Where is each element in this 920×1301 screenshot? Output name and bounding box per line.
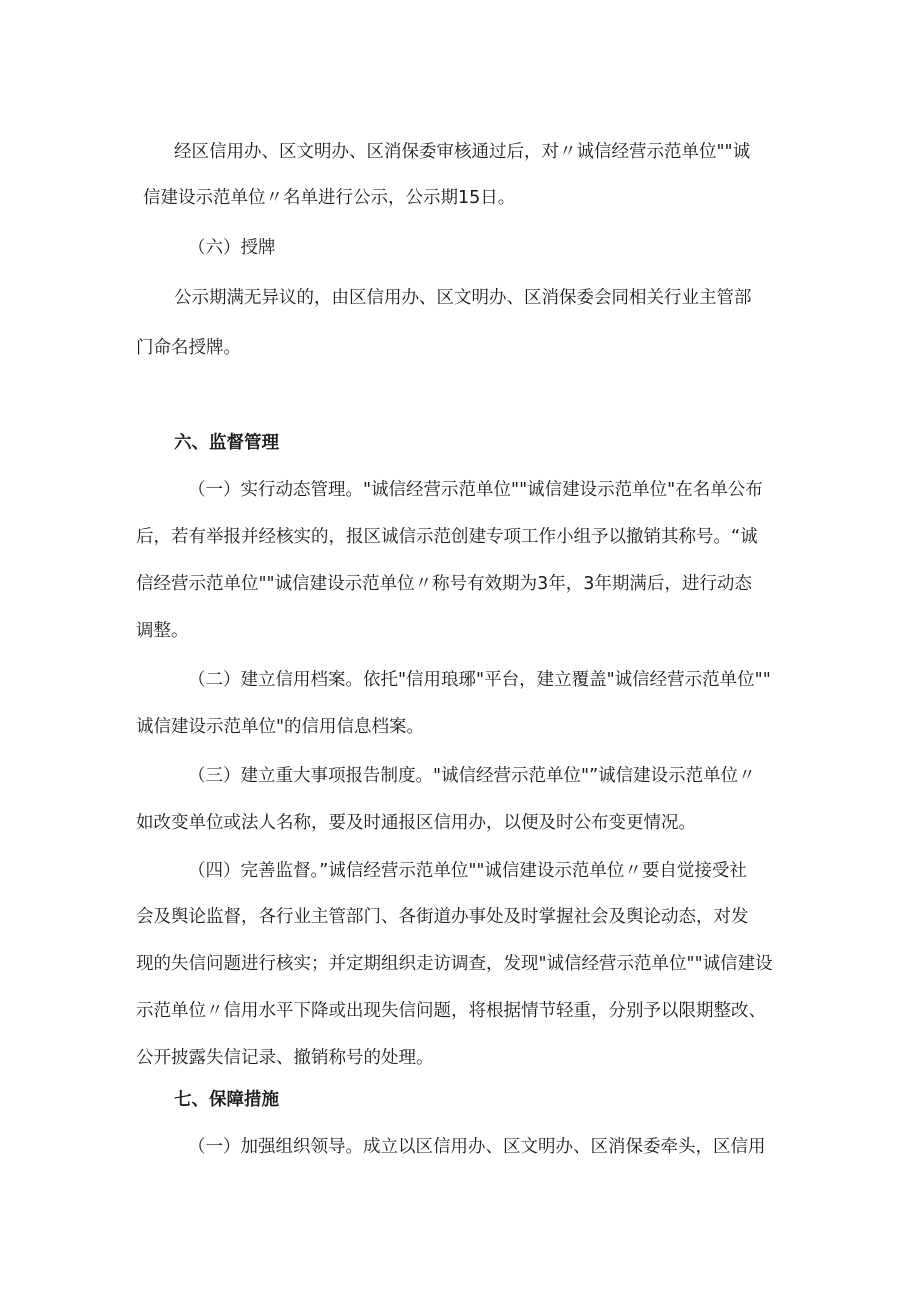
plaque-text-line-2: 门命名授牌。: [136, 338, 241, 358]
supervision-item1-line-1: （一）实行动态管理。"诚信经营示范单位""诚信建设示范单位"在名单公布: [188, 480, 763, 500]
supervision-item4-line-4: 示范单位〃信用水平下降或出现失信问题，将根据情节轻重，分别予以限期整改、: [136, 1001, 766, 1021]
approval-line-1: 经区信用办、区文明办、区消保委审核通过后，对〃诚信经营示范单位""诚: [174, 142, 751, 162]
supervision-item4-line-5: 公开披露失信记录、撤销称号的处理。: [136, 1048, 434, 1068]
supervision-heading: 六、监督管理: [174, 433, 279, 453]
plaque-text-line-1: 公示期满无异议的，由区信用办、区文明办、区消保委会同相关行业主管部: [174, 288, 752, 308]
supervision-item2-line-2: 诚信建设示范单位"的信用信息档案。: [136, 717, 425, 737]
supervision-item3-line-2: 如改变单位或法人名称，要及时通报区信用办，以便及时公布变更情况。: [136, 813, 696, 833]
supervision-item4-line-3: 现的失信问题进行核实；并定期组织走访调查，发现"诚信经营示范单位""诚信建设: [136, 954, 773, 974]
safeguards-heading: 七、保障措施: [174, 1090, 279, 1110]
approval-line-2: 信建设示范单位〃名单进行公示，公示期15日。: [143, 188, 516, 208]
supervision-item1-line-3: 信经营示范单位""诚信建设示范单位〃称号有效期为3年，3年期满后，进行动态: [136, 574, 752, 594]
safeguards-item1-line-1: （一）加强组织领导。成立以区信用办、区文明办、区消保委牵头，区信用: [188, 1137, 766, 1157]
supervision-item3-line-1: （三）建立重大事项报告制度。"诚信经营示范单位"”诚信建设示范单位〃: [188, 766, 756, 786]
supervision-item4-line-1: （四）完善监督。”诚信经营示范单位""诚信建设示范单位〃要自觉接受社: [188, 861, 747, 881]
supervision-item4-line-2: 会及舆论监督，各行业主管部门、各街道办事处及时掌握社会及舆论动态，对发: [136, 907, 749, 927]
supervision-item2-line-1: （二）建立信用档案。依托"信用琅琊"平台，建立覆盖"诚信经营示范单位"": [188, 670, 771, 690]
supervision-item1-line-4: 调整。: [136, 621, 189, 641]
supervision-item1-line-2: 后，若有举报并经核实的，报区诚信示范创建专项工作小组予以撤销其称号。“诚: [136, 527, 758, 547]
plaque-heading: （六）授牌: [188, 238, 276, 258]
